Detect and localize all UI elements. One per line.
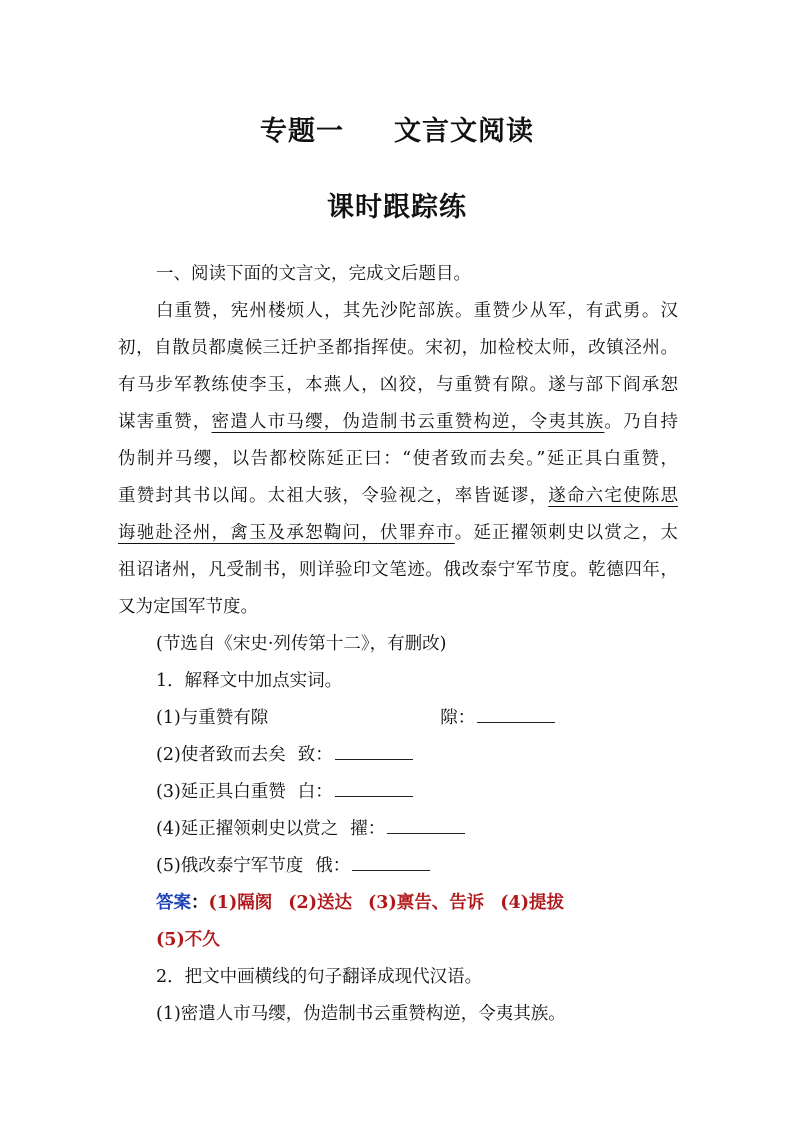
item-key: 致： [297,745,333,765]
answer-label: 答案 [156,893,191,913]
q1-item-1 [118,700,678,737]
q1-answer-line-2 [118,922,678,959]
source-note: (节选自《宋史·列传第十二》，有删改) [156,634,447,654]
passage-line-9: 又为定国军节度。 [118,597,258,617]
passage-line-4 [118,404,678,441]
passage-line-6 [118,478,678,515]
passage-line-1: 白重赞，宪州楼烦人，其先沙陀部族。重赞少从军，有武勇。汉 [156,301,678,321]
item-text: (4)延正擢领刺史以赏之 [156,819,339,839]
q1-item-4 [118,811,678,848]
answer-blank[interactable] [352,869,430,871]
classical-passage [118,293,678,626]
passage-line-2: 初，自散员都虞候三迁护圣都指挥使。宋初，加检校太师，改镇泾州。 [118,338,678,358]
underlined-sentence-2a: 遂命六宅使陈思 [548,486,679,506]
passage-text: 。延正擢领刺史以赏之，太 [454,523,679,543]
question-2-heading: 2．把文中画横线的句子翻译成现代汉语。 [156,967,483,987]
item-key: 白： [297,782,333,802]
passage-text: 。乃自持 [604,412,679,432]
answer-blank[interactable] [477,721,555,723]
answer-blank[interactable] [335,758,413,760]
q2-item-1: (1)密遣人市马缨，伪造制书云重赞构逆，令夷其族。 [156,1004,566,1024]
answer-3: (3)禀告、告诉 [368,893,485,913]
q1-item-2 [118,737,678,774]
underlined-sentence-1: 密遣人市马缨，伪造制书云重赞构逆，令夷其族 [211,412,605,432]
passage-line-8: 祖诏诸州，凡受制书，则详验印文笔迹。俄改泰宁军节度。乾德四年， [118,560,678,580]
answer-1: (1)隔阂 [208,893,273,913]
page-subtitle: 课时跟踪练 [327,192,467,223]
page-title [0,112,794,152]
q1-item-3 [118,774,678,811]
q1-item-5 [118,848,678,885]
item-text: (5)俄改泰宁军节度 [156,856,304,876]
section-heading: 一、阅读下面的文言文，完成文后题目。 [156,264,471,284]
answer-4: (4)提拔 [500,893,564,913]
passage-text: 重赞封其书以闻。太祖大骇，令验视之，率皆诞谬， [118,486,549,506]
passage-line-3: 有马步军教练使李玉，本燕人，凶狡，与重赞有隙。遂与部下阎承恕 [118,375,678,395]
item-key: 隙： [440,708,476,728]
document-body [118,256,678,1033]
answer-colon: ： [191,893,209,913]
answer-blank[interactable] [335,795,413,797]
item-key: 俄： [315,856,351,876]
question-1-heading: 1．解释文中加点实词。 [156,671,343,691]
underlined-sentence-2b: 诲驰赴泾州，禽玉及承恕鞫问，伏罪弃市 [118,523,455,543]
answer-blank[interactable] [387,832,465,834]
title-part1: 专题一 [260,116,344,147]
item-text: (3)延正具白重赞 [156,782,286,802]
passage-line-5: 伪制并马缨，以告都校陈延正曰：“使者致而去矣。”延正具白重赞， [118,449,678,469]
q1-answer-line-1 [118,885,678,922]
passage-text: 谋害重赞， [118,412,212,432]
passage-line-7 [118,515,678,552]
item-text: (1)与重赞有隙 [156,708,269,728]
answer-2: (2)送达 [288,893,352,913]
answer-5: (5)不久 [156,930,220,950]
title-part2: 文言文阅读 [394,116,534,147]
item-text: (2)使者致而去矣 [156,745,286,765]
item-key: 擢： [350,819,386,839]
